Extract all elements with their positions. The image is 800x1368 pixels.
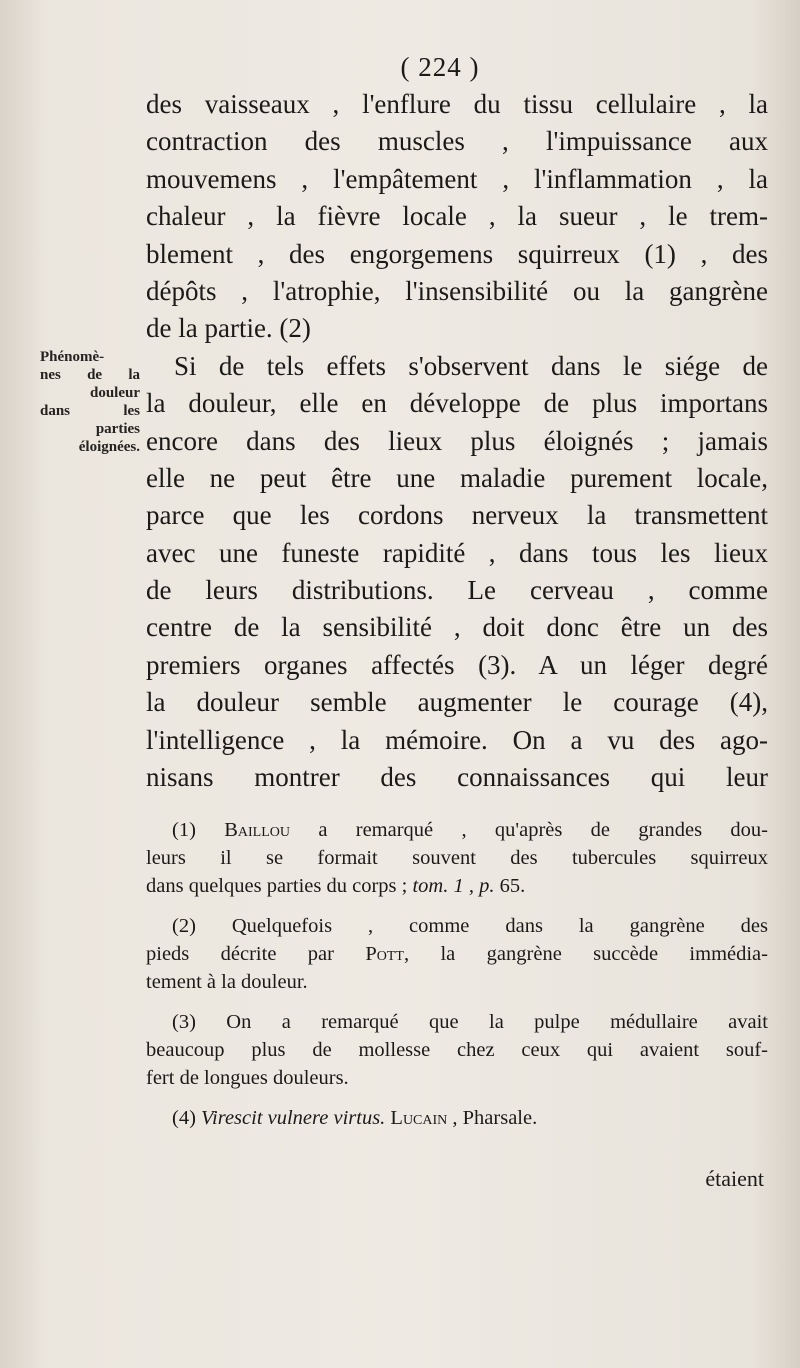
- margin-note-line: dans les: [40, 403, 140, 419]
- text-line: premiers organes affectés (3). A un léger degré: [146, 649, 768, 680]
- text-line: mouvemens , l'empâtement , l'inflammation , la: [146, 163, 768, 194]
- margin-note-line: douleur: [89, 385, 140, 401]
- text-line: de la partie. (2): [146, 313, 311, 344]
- text-line: centre de la sensibilité , doit donc être un des: [146, 612, 768, 643]
- footnote-line: [146, 1104, 768, 1132]
- author-name: Pott: [365, 943, 404, 965]
- footnote-number: (4): [172, 1107, 202, 1129]
- footnote-line: fert de longues douleurs.: [146, 1067, 349, 1089]
- text-line: avec une funeste rapidité , dans tous les lieux: [146, 537, 768, 568]
- text-line: elle ne peut être une maladie purement locale,: [146, 462, 768, 493]
- footnote-line: leurs il se formait souvent des tubercules squirreux: [146, 847, 768, 869]
- footnote-3: [146, 1008, 768, 1092]
- text-line: Si de tels effets s'observent dans le siége de: [174, 350, 768, 381]
- text-line: des vaisseaux , l'enflure du tissu cellulaire , la: [146, 89, 768, 119]
- footnote-text: a remarqué , qu'après de grandes dou-: [290, 819, 769, 841]
- text-line: parce que les cordons nerveux la transmettent: [146, 500, 768, 531]
- main-text: [146, 86, 768, 796]
- footnote-line: beaucoup plus de mollesse chez ceux qui avaient souf-: [146, 1039, 768, 1061]
- footnote-2: [146, 912, 768, 996]
- margin-note-line: Phénomè-: [40, 349, 105, 365]
- footnotes: [146, 816, 768, 1144]
- footnote-text: 65.: [494, 875, 526, 897]
- footnote-line: (2) Quelquefois , comme dans la gangrène des: [172, 915, 768, 937]
- author-name: Baillou: [224, 819, 291, 841]
- footnote-line: (3) On a remarqué que la pulpe médullaire avait: [172, 1011, 768, 1033]
- text-line: la douleur semble augmenter le courage (4),: [146, 687, 768, 718]
- text-line: la douleur, elle en développe de plus importans: [146, 388, 768, 419]
- footnote-text: , la gangrène succède immédia-: [403, 943, 768, 965]
- text-line: encore dans des lieux plus éloignés ; jamais: [146, 425, 768, 456]
- footnote-line: tement à la douleur.: [146, 971, 308, 993]
- footnote-number: (1): [172, 819, 225, 841]
- text-line: de leurs distributions. Le cerveau , comme: [146, 575, 768, 606]
- author-name: Lucain: [390, 1107, 448, 1129]
- footnote-line: [146, 940, 768, 968]
- text-line: chaleur , la fièvre locale , la sueur , le trem-: [146, 201, 768, 232]
- page-number: ( 224 ): [400, 52, 480, 82]
- footnote-text: dans quelques parties du corps ;: [146, 875, 413, 897]
- footnote-text: pieds décrite par: [146, 943, 366, 965]
- catchword: étaient: [705, 1166, 764, 1191]
- text-line: l'intelligence , la mémoire. On a vu des ago-: [146, 724, 768, 755]
- reference: tom. 1 , p.: [412, 875, 495, 897]
- footnote-1: [146, 816, 768, 900]
- margin-note-line: nes de la: [40, 367, 140, 383]
- footnote-text: , Pharsale.: [447, 1107, 538, 1129]
- text-line: nisans montrer des connaissances qui leur: [146, 762, 768, 793]
- margin-note-line: éloignées.: [78, 439, 140, 455]
- footnote-4: [146, 1104, 768, 1132]
- margin-note: [40, 348, 140, 456]
- margin-note-line: parties: [95, 421, 140, 437]
- text-line: contraction des muscles , l'impuissance aux: [146, 126, 768, 157]
- text-line: blement , des engorgemens squirreux (1) , des: [146, 238, 768, 269]
- text-line: dépôts , l'atrophie, l'insensibilité ou la gangrène: [146, 275, 768, 306]
- footnote-line: [146, 816, 768, 844]
- footnote-line: [146, 872, 768, 900]
- latin-quote: Virescit vulnere virtus.: [201, 1107, 386, 1129]
